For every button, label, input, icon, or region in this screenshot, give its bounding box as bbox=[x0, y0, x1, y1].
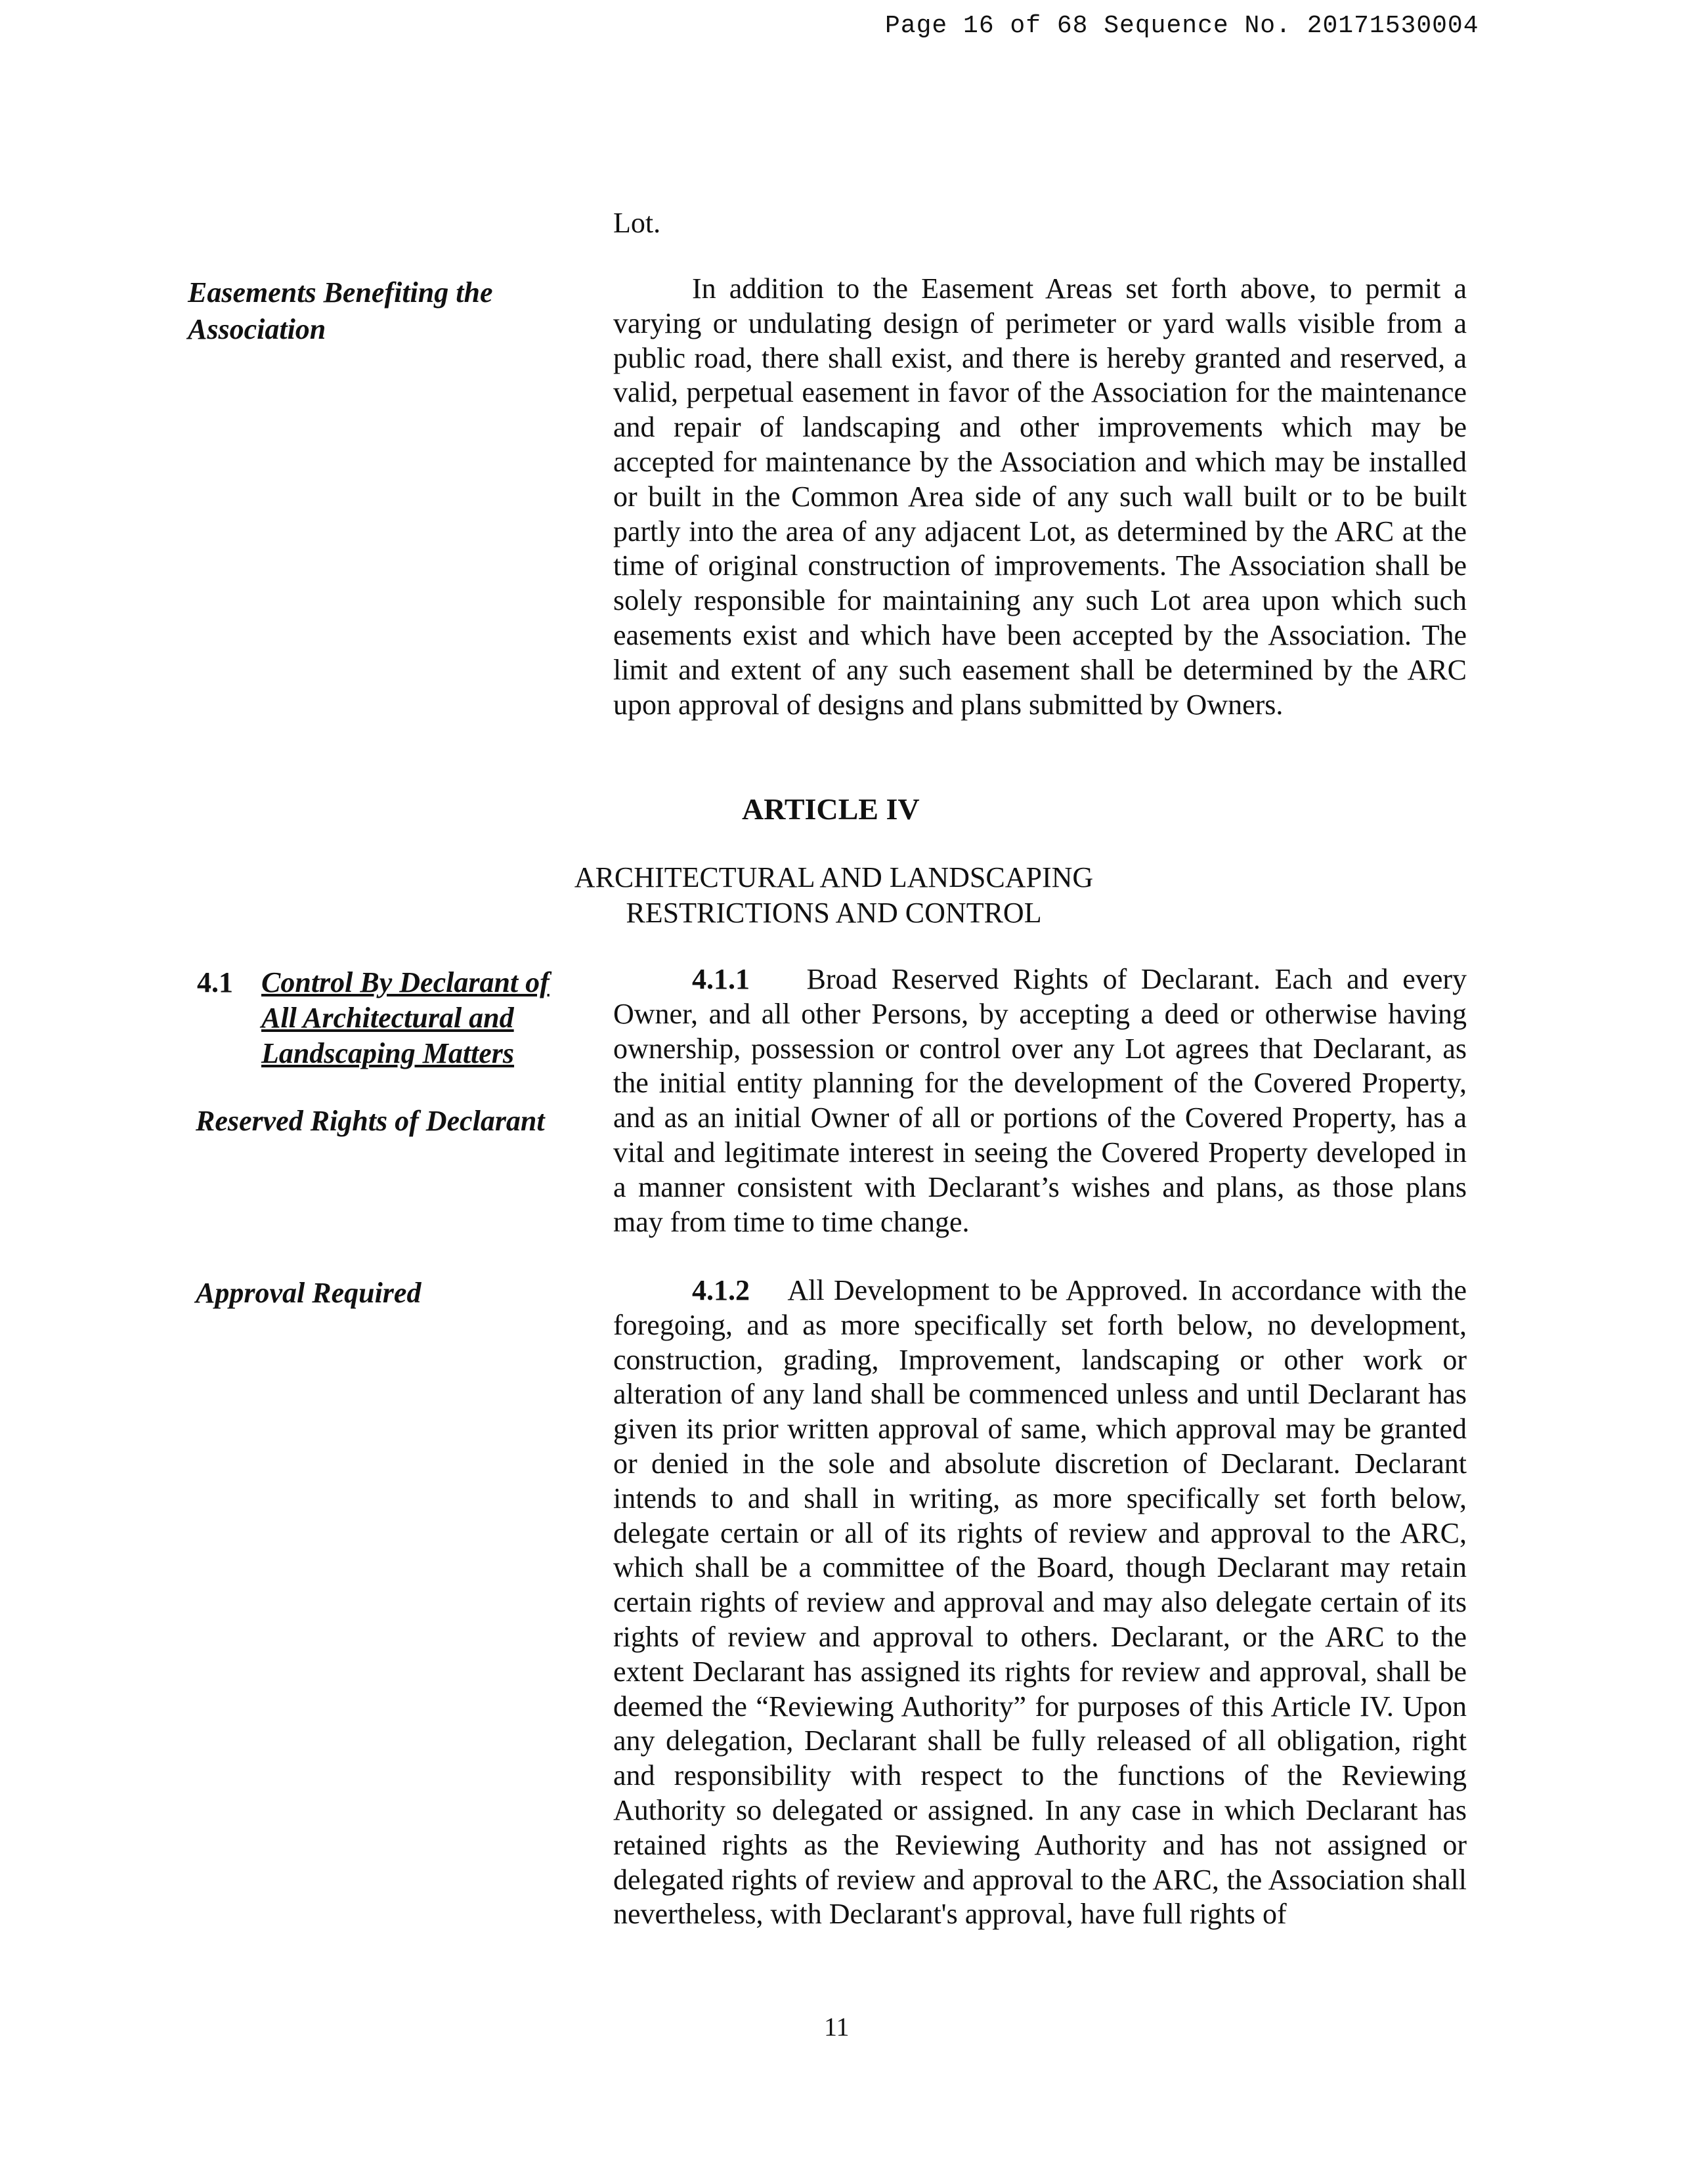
easements-heading bbox=[188, 274, 492, 348]
section-4-1-1-paragraph bbox=[613, 962, 1467, 1239]
section-4-1-2-heading: All Development to be Approved. bbox=[787, 1274, 1189, 1306]
section-4-1-title bbox=[261, 965, 550, 1071]
section-4-1-title-line2: All Architectural and bbox=[261, 1002, 514, 1034]
intro-text: Lot. bbox=[613, 207, 661, 239]
section-4-1-title-line3: Landscaping Matters bbox=[261, 1037, 515, 1069]
easements-body: In addition to the Easement Areas set forth above, to permit a varying or undulating design of perimeter or yard walls visible from a public road, there shall exist, and there is hereby granted and reserved, a valid, perpetual easement in favor of the Association for the maintenance and repair of landscaping and other improvements which may be accepted for maintenance by the Association and which may be installed or built in the Common Area side of any such wall built or to be built partly into the area of any adjacent Lot, as determined by the ARC at the time of original construction of improvements. The Association shall be solely responsible for maintaining any such Lot area upon which such easements exist and which have been accepted by the Association. The limit and extent of any such easement shall be determined by the ARC upon approval of designs and plans submitted by Owners. bbox=[613, 272, 1467, 721]
section-4-1-2-paragraph bbox=[613, 1274, 1467, 1932]
section-4-1-title-line1: Control By Declarant of bbox=[261, 966, 550, 998]
section-4-1-1-body: Each and every Owner, and all other Persons, by accepting a deed or otherwise having ownership, possession or control over any Lot agrees that Declarant, as the initial entity planning for the development of the Covered Property, and as an initial Owner of all or portions of the Covered Property, has a vital and legitimate interest in seeing the Covered Property developed in a manner consistent with Declarant’s wishes and plans, as those plans may from time to time change. bbox=[613, 963, 1467, 1238]
section-4-1-1-number: 4.1.1 bbox=[692, 963, 750, 995]
section-4-1-2-body: In accordance with the foregoing, and as more specifically set forth below, no development, construction, grading, Improvement, landscaping or other work or alteration of any land shall be commenced unless and until Declarant has given its prior written approval of same, which approval may be granted or denied in the sole and absolute discretion of Declarant. Declarant intends to and shall in writing, as more specifically set forth below, delegate certain or all of its rights of review and approval to the ARC, which shall be a committee of the Board, though Declarant may retain certain rights of review and approval and may also delegate certain of its rights of review and approval to others. Declarant, or the ARC to the extent Declarant has assigned its rights for review and approval, shall be deemed the “Reviewing Authority” for purposes of this Article IV. Upon any delegation, Declarant shall be fully released of all obligation, right and responsibility with respect to the functions of the Reviewing Authority so delegated or assigned. In any case in which Declarant has retained rights as the Reviewing Authority and has not assigned or delegated rights of review and approval to the ARC, the Association shall nevertheless, with Declarant's approval, have full rights of bbox=[613, 1274, 1467, 1931]
easements-heading-line1: Easements Benefiting the bbox=[188, 276, 493, 309]
section-4-1-2-number: 4.1.2 bbox=[692, 1274, 750, 1306]
easements-heading-line2: Association bbox=[188, 313, 326, 345]
easements-paragraph bbox=[613, 272, 1467, 722]
section-4-1-number: 4.1 bbox=[197, 966, 233, 998]
reserved-rights-label: Reserved Rights of Declarant bbox=[196, 1105, 545, 1137]
approval-required-label: Approval Required bbox=[196, 1277, 422, 1309]
article-subtitle bbox=[525, 860, 1142, 931]
article-subtitle-line1: ARCHITECTURAL AND LANDSCAPING bbox=[574, 861, 1094, 893]
article-title: ARTICLE IV bbox=[742, 792, 920, 826]
page-number: 11 bbox=[824, 2012, 850, 2042]
section-4-1-1-heading: Broad Reserved Rights of Declarant. bbox=[806, 963, 1261, 995]
article-subtitle-line2: RESTRICTIONS AND CONTROL bbox=[626, 897, 1042, 929]
page-header: Page 16 of 68 Sequence No. 20171530004 bbox=[885, 12, 1479, 40]
